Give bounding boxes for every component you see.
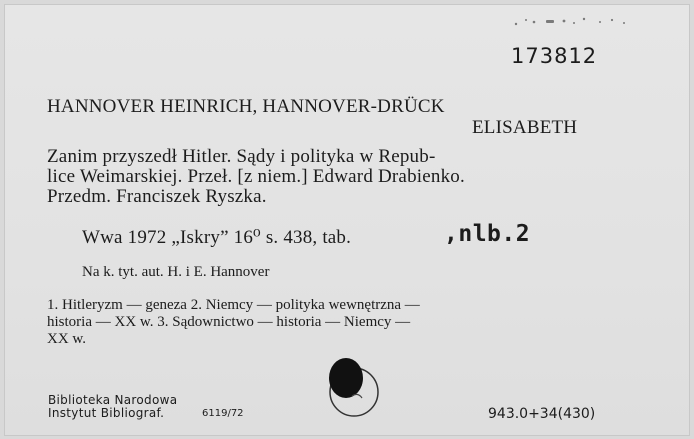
authors-heading-continuation: ELISABETH (472, 117, 578, 138)
library-name (48, 394, 177, 420)
description-line: Przedm. Franciszek Ryszka. (47, 186, 267, 207)
subject-line: 1. Hitleryzm — geneza 2. Niemcy — polityka wewnętrzna — (47, 297, 420, 313)
description-line: lice Weimarskiej. Przeł. [z niem.] Edward Drabienko. (47, 166, 465, 187)
subject-line: historia — XX w. 3. Sądownictwo — historia — Niemcy — (47, 314, 411, 330)
title-description (47, 147, 465, 207)
accession-number: 173812 (511, 44, 598, 68)
shelfmark: ,nlb.2 (444, 221, 531, 247)
subject-line: XX w. (47, 331, 87, 347)
classification-mark: 943.0+34(430) (488, 406, 596, 422)
library-line: Instytut Bibliograf. (48, 406, 165, 420)
note: Na k. tyt. aut. H. i E. Hannover (82, 264, 270, 280)
stamp-marks-icon (504, 10, 644, 34)
library-number: 6119/72 (202, 408, 244, 419)
catalog-card (4, 4, 690, 436)
authors-heading: HANNOVER HEINRICH, HANNOVER-DRÜCK (47, 96, 445, 117)
description-line: Zanim przyszedł Hitler. Sądy i polityka w Repub- (47, 146, 436, 167)
library-line: Biblioteka Narodowa (48, 393, 178, 407)
subject-headings (47, 297, 420, 348)
library-seal-icon (326, 354, 382, 420)
imprint: Wwa 1972 „Iskry” 16⁰ s. 438, tab. (82, 227, 352, 248)
